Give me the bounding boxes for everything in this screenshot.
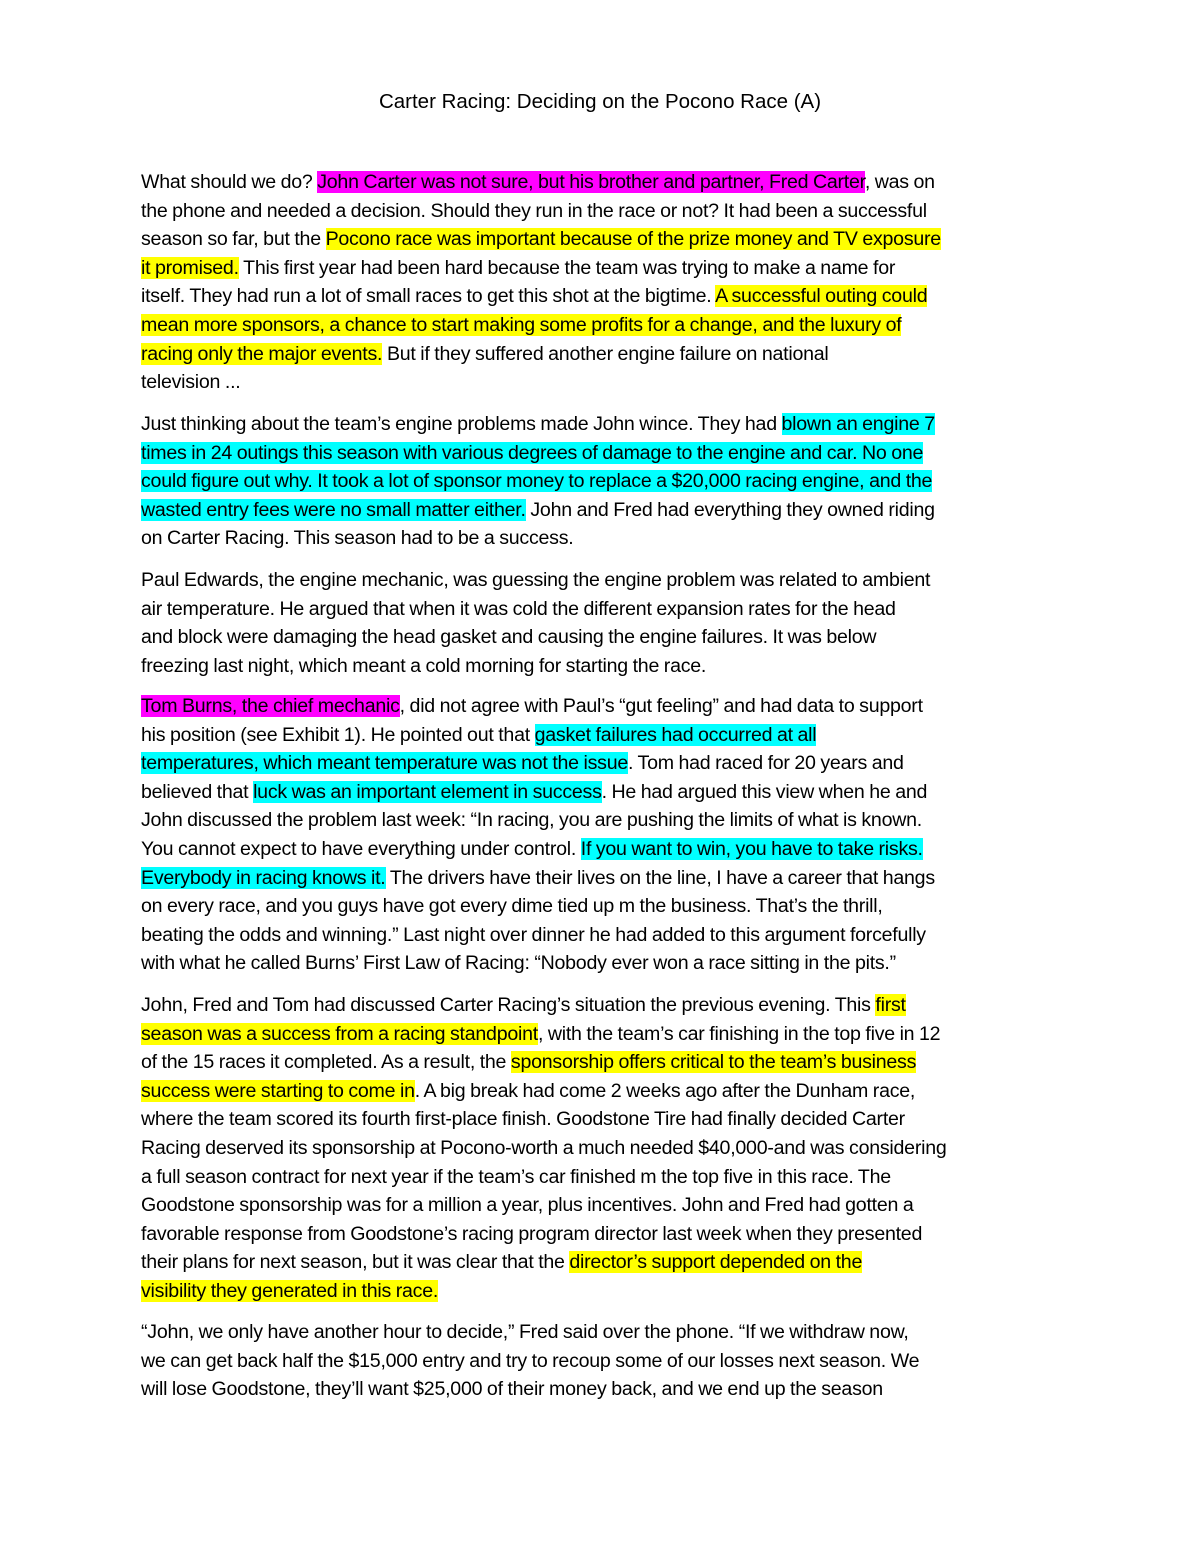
text-segment: his position (see Exhibit 1). He pointed out that <box>141 723 535 746</box>
paragraph-3 <box>141 566 1061 680</box>
text-line <box>141 168 1061 197</box>
text-line <box>141 1048 1061 1077</box>
text-line <box>141 1220 1061 1249</box>
text-line <box>141 949 1061 978</box>
highlight-cyan: blown an engine 7 <box>781 413 935 435</box>
highlight-yellow: season was a success from a racing standpoint <box>141 1022 538 1045</box>
highlight-yellow: first <box>875 994 906 1016</box>
text-segment: The drivers have their lives on the line, I have a career that hangs <box>385 866 935 889</box>
text-line <box>141 864 1061 893</box>
text-segment: itself. They had run a lot of small races to get this shot at the bigtime. <box>141 285 716 308</box>
text-line <box>141 1077 1061 1106</box>
highlight-cyan: If you want to win, you have to take risks. <box>580 837 923 860</box>
text-segment: What should we do? <box>141 171 318 193</box>
highlight-yellow: director’s support depended on the <box>569 1251 863 1274</box>
text-line <box>141 1318 1061 1347</box>
highlight-yellow: mean more sponsors, a chance to start making some profits for a change, and the luxury of <box>141 313 902 336</box>
text-line <box>141 1277 1061 1306</box>
text-segment: believed that <box>141 780 254 803</box>
text-segment: . A big break had come 2 weeks ago after the Dunham race, <box>414 1079 916 1102</box>
highlight-cyan: Everybody in racing knows it. <box>141 866 386 889</box>
text-segment: . He had argued this view when he and <box>601 780 928 803</box>
text-segment: This first year had been hard because the team was trying to make a name for <box>238 256 896 279</box>
text-segment: and block were damaging the head gasket and causing the engine failures. It was below <box>141 626 877 649</box>
text-line <box>141 1375 1061 1404</box>
highlight-cyan: could figure out why. It took a lot of sponsor money to replace a $20,000 racing engine, and the <box>141 470 933 493</box>
highlight-cyan: luck was an important element in success <box>253 780 602 803</box>
text-segment: Paul Edwards, the engine mechanic, was guessing the engine problem was related to ambient <box>141 569 931 591</box>
text-line <box>141 467 1061 496</box>
highlight-yellow: A successful outing could <box>715 285 928 308</box>
highlight-cyan: wasted entry fees were no small matter either. <box>141 498 526 521</box>
text-line <box>141 892 1061 921</box>
highlight-cyan: gasket failures had occurred at all <box>534 723 817 746</box>
highlight-cyan: temperatures, which meant temperature was not the issue <box>141 752 628 775</box>
text-segment: will lose Goodstone, they’ll want $25,000 of their money back, and we end up the season <box>141 1378 883 1401</box>
text-segment: John discussed the problem last week: “In racing, you are pushing the limits of what is known. <box>141 809 922 832</box>
text-line <box>141 778 1061 807</box>
text-segment: , with the team’s car finishing in the top five in 12 <box>537 1022 941 1045</box>
text-line <box>141 652 1061 681</box>
text-line <box>141 225 1061 254</box>
text-line <box>141 311 1061 340</box>
highlight-yellow: Pocono race was important because of the prize money and TV exposure <box>325 228 941 251</box>
text-segment: air temperature. He argued that when it was cold the different expansion rates for the head <box>141 597 896 620</box>
text-line <box>141 410 1061 439</box>
text-line <box>141 1105 1061 1134</box>
text-line <box>141 368 1061 397</box>
text-line <box>141 524 1061 553</box>
text-segment: Just thinking about the team’s engine problems made John wince. They had <box>141 413 782 435</box>
text-line <box>141 835 1061 864</box>
text-segment: of the 15 races it completed. As a result, the <box>141 1051 511 1074</box>
text-line <box>141 921 1061 950</box>
text-line <box>141 692 1061 721</box>
text-line <box>141 1020 1061 1049</box>
text-line <box>141 1163 1061 1192</box>
text-segment: . Tom had raced for 20 years and <box>628 752 904 775</box>
highlight-magenta: Tom Burns, the chief mechanic <box>141 695 400 717</box>
paragraph-4 <box>141 692 1061 978</box>
page-title: Carter Racing: Deciding on the Pocono Race (A) <box>378 90 822 113</box>
text-line <box>141 1134 1061 1163</box>
highlight-yellow: success were starting to come in <box>141 1079 415 1102</box>
text-line <box>141 721 1061 750</box>
highlight-yellow: sponsorship offers critical to the team’s business <box>510 1051 917 1074</box>
paragraph-2 <box>141 410 1061 553</box>
highlight-yellow: it promised. <box>141 256 239 279</box>
text-segment: their plans for next season, but it was clear that the <box>141 1251 570 1274</box>
text-line <box>141 496 1061 525</box>
paragraph-6 <box>141 1318 1061 1404</box>
text-segment: John, Fred and Tom had discussed Carter Racing’s situation the previous evening. This <box>141 994 876 1016</box>
text-line <box>141 439 1061 468</box>
text-line <box>141 1248 1061 1277</box>
text-segment: the phone and needed a decision. Should they run in the race or not? It had been a successful <box>141 199 927 222</box>
text-segment: where the team scored its fourth first-place finish. Goodstone Tire had finally decided Carter <box>141 1108 905 1131</box>
text-line <box>141 340 1061 369</box>
text-line <box>141 806 1061 835</box>
text-segment: Racing deserved its sponsorship at Pocono-worth a much needed $40,000-and was considering <box>141 1136 947 1159</box>
text-line <box>141 991 1061 1020</box>
text-segment: freezing last night, which meant a cold morning for starting the race. <box>141 654 707 677</box>
text-segment: You cannot expect to have everything under control. <box>141 837 581 860</box>
text-segment: But if they suffered another engine failure on national <box>382 342 829 365</box>
text-line <box>141 282 1061 311</box>
highlight-yellow: racing only the major events. <box>141 342 383 365</box>
text-segment: on Carter Racing. This season had to be a success. <box>141 527 574 550</box>
paragraph-5 <box>141 991 1061 1306</box>
text-line <box>141 254 1061 283</box>
text-segment: , did not agree with Paul’s “gut feeling” and had data to support <box>399 695 923 717</box>
text-line <box>141 197 1061 226</box>
paragraph-1 <box>141 168 1061 397</box>
text-segment: favorable response from Goodstone’s racing program director last week when they presented <box>141 1222 923 1245</box>
text-segment: beating the odds and winning.” Last night over dinner he had added to this argument forcefully <box>141 923 926 946</box>
text-segment: John and Fred had everything they owned riding <box>525 498 935 521</box>
text-segment: a full season contract for next year if the team’s car finished m the top five in this race. The <box>141 1165 891 1188</box>
text-line <box>141 1191 1061 1220</box>
highlight-magenta: John Carter was not sure, but his brother and partner, Fred Carter <box>317 171 865 193</box>
highlight-yellow: visibility they generated in this race. <box>141 1279 439 1302</box>
text-line <box>141 749 1061 778</box>
text-segment: , was on <box>864 171 935 193</box>
text-line <box>141 623 1061 652</box>
text-segment: with what he called Burns’ First Law of Racing: “Nobody ever won a race sitting in the pits.” <box>141 952 896 975</box>
text-segment: Goodstone sponsorship was for a million a year, plus incentives. John and Fred had gotten a <box>141 1194 914 1217</box>
text-segment: season so far, but the <box>141 228 326 251</box>
text-segment: “John, we only have another hour to decide,” Fred said over the phone. “If we withdraw now, <box>141 1321 909 1343</box>
text-line <box>141 1347 1061 1376</box>
text-segment: we can get back half the $15,000 entry and try to recoup some of our losses next season. We <box>141 1349 920 1372</box>
highlight-cyan: times in 24 outings this season with various degrees of damage to the engine and car. No one <box>141 441 924 464</box>
text-line <box>141 595 1061 624</box>
text-segment: television ... <box>141 371 241 394</box>
text-line <box>141 566 1061 595</box>
text-segment: on every race, and you guys have got every dime tied up m the business. That’s the thrill, <box>141 895 883 918</box>
